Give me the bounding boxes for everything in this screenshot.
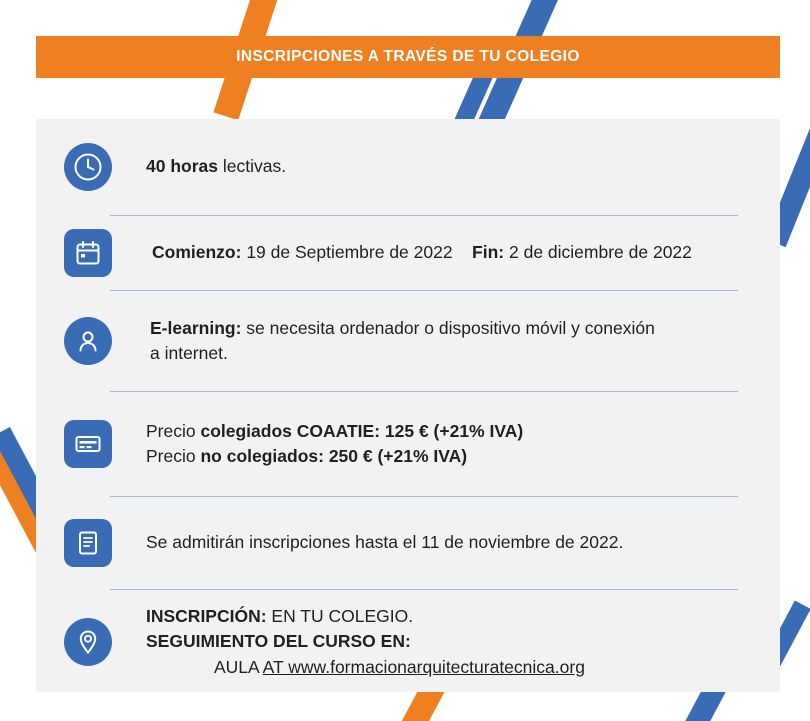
header-banner: [36, 36, 780, 78]
start-label: Comienzo:: [152, 242, 242, 263]
elearning-line-1: [150, 316, 752, 341]
start-value: 19 de Septiembre de 2022: [241, 242, 453, 263]
row-dates: [64, 216, 752, 290]
end-value: 2 de diciembre de 2022: [504, 242, 692, 263]
row-dates-text: [146, 240, 752, 265]
row-prices-icon-cell: [64, 420, 146, 468]
price-1-value: colegiados COAATIE: 125 € (+21% IVA): [200, 420, 524, 441]
row-deadline-text: Se admitirán inscripciones hasta el 11 de noviembre de 2022.: [146, 532, 624, 553]
elearning-line-2: [150, 341, 752, 366]
row-deadline-icon-cell: [64, 519, 146, 567]
inscription-value: EN TU COLEGIO.: [266, 605, 414, 626]
aula-prefix: AULA: [214, 656, 263, 677]
row-elearning: [64, 291, 752, 391]
followup-label: SEGUIMIENTO DEL CURSO EN:: [146, 631, 411, 652]
row-prices-text: [146, 419, 752, 470]
end-label: Fin:: [472, 242, 505, 263]
calendar-icon: [64, 229, 112, 277]
price-line-2: [146, 444, 752, 469]
user-icon: [64, 317, 112, 365]
elearning-label: E-learning:: [150, 317, 242, 338]
banner-title: INSCRIPCIONES A TRAVÉS DE TU COLEGIO: [236, 48, 580, 65]
row-inscription: [64, 590, 752, 694]
hours-value: 40 horas: [146, 156, 218, 177]
price-line-1: [146, 419, 752, 444]
aula-link[interactable]: AT www.formacionarquitecturatecnica.org: [262, 656, 585, 677]
elearning-text-1: se necesita ordenador o dispositivo móvil y conexión: [241, 317, 655, 338]
inscription-label: INSCRIPCIÓN:: [146, 605, 267, 626]
followup-line: [146, 629, 752, 654]
price-2-prefix: Precio: [146, 446, 201, 466]
row-hours-text: [146, 154, 752, 179]
row-dates-icon-cell: [64, 229, 146, 277]
row-hours: [64, 119, 752, 215]
aula-line: [146, 655, 752, 680]
location-pin-icon: [64, 618, 112, 666]
payment-card-icon: [64, 420, 112, 468]
row-hours-icon-cell: [64, 143, 146, 191]
row-deadline: [64, 497, 752, 589]
row-elearning-text: [146, 316, 752, 367]
row-inscription-text: [146, 604, 752, 680]
inscription-line: [146, 604, 752, 629]
document-icon: [64, 519, 112, 567]
hours-suffix: lectivas.: [217, 156, 287, 177]
elearning-text-2: a internet.: [150, 343, 228, 363]
row-elearning-icon-cell: [64, 317, 146, 365]
row-prices: [64, 392, 752, 496]
price-2-value: no colegiados: 250 € (+21% IVA): [200, 446, 468, 466]
price-1-prefix: Precio: [146, 420, 201, 441]
row-inscription-icon-cell: [64, 618, 146, 666]
info-card: [36, 119, 780, 692]
clock-icon: [64, 143, 112, 191]
